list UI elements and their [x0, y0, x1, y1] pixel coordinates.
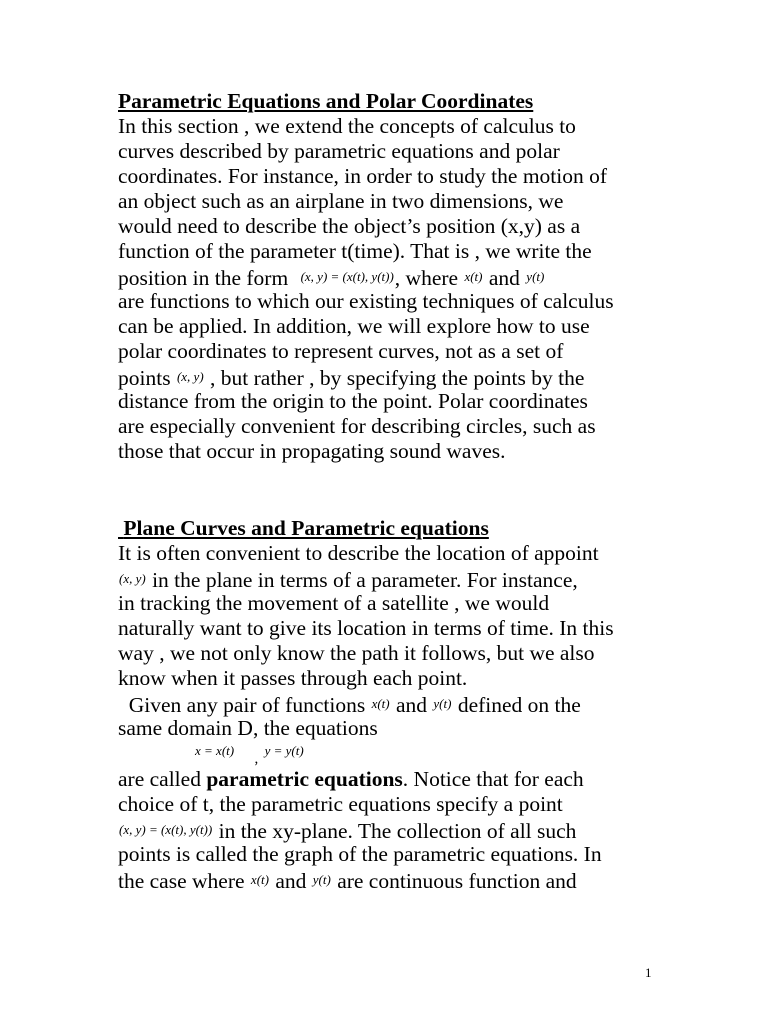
- page-number: 1: [645, 965, 652, 980]
- math-x-of-t: x(t): [250, 872, 269, 887]
- text-run: and: [488, 266, 520, 290]
- text-run: . Notice that for each: [402, 767, 584, 791]
- paragraph-line: would need to describe the object’s position (x,y) as a: [118, 214, 581, 238]
- paragraph-line-with-math: [118, 691, 581, 718]
- paragraph-line: those that occur in propagating sound waves.: [118, 439, 506, 463]
- paragraph-line-with-math: [118, 566, 578, 593]
- text-run: , but rather , by specifying the points by the: [210, 366, 585, 390]
- math-xy: (x, y): [176, 369, 204, 384]
- math-y-of-t: y(t): [312, 872, 331, 887]
- heading-text: Plane Curves and Parametric equations: [123, 516, 489, 540]
- paragraph-line: in tracking the movement of a satellite , we would: [118, 591, 550, 615]
- math-y-of-t: y(t): [526, 269, 545, 284]
- paragraph-line: distance from the origin to the point. Polar coordinates: [118, 389, 588, 413]
- text-run: Given any pair of functions: [128, 693, 366, 717]
- math-y-of-t: y(t): [433, 696, 452, 711]
- math-x-equals-x-of-t: x = x(t): [195, 743, 235, 758]
- paragraph-line: same domain D, the equations: [118, 716, 378, 740]
- parametric-equation-display: [194, 741, 305, 769]
- paragraph-line: points is called the graph of the parametric equations. In: [118, 842, 602, 866]
- text-run: position in the form: [118, 266, 289, 290]
- paragraph-line: can be applied. In addition, we will explore how to use: [118, 314, 590, 338]
- paragraph-line-with-math: [118, 867, 577, 894]
- paragraph-line: function of the parameter t(time). That is , we write the: [118, 239, 592, 263]
- paragraph-line-with-math: [118, 264, 545, 291]
- math-x-of-t: x(t): [464, 269, 483, 284]
- math-xy: (x, y): [119, 571, 146, 586]
- math-x-of-t: x(t): [371, 696, 390, 711]
- text-run: are called: [118, 767, 201, 791]
- text-run: the case where: [118, 869, 245, 893]
- paragraph-line: polar coordinates to represent curves, not as a set of: [118, 339, 564, 363]
- math-y-equals-y-of-t: y = y(t): [264, 743, 304, 758]
- text-run: and: [275, 869, 307, 893]
- paragraph-line: way , we not only know the path it follows, but we also: [118, 641, 595, 665]
- paragraph-line: an object such as an airplane in two dimensions, we: [118, 189, 564, 213]
- text-run: in the plane in terms of a parameter. For instance,: [152, 568, 578, 592]
- paragraph-line: are especially convenient for describing circles, such as: [118, 414, 596, 438]
- paragraph-line: In this section , we extend the concepts of calculus to: [118, 114, 576, 138]
- text-run: are continuous function and: [337, 869, 577, 893]
- paragraph-line: choice of t, the parametric equations specify a point: [118, 792, 563, 816]
- text-run: and: [395, 693, 428, 717]
- paragraph-line: are functions to which our existing techniques of calculus: [118, 289, 614, 313]
- bold-term-parametric-equations: parametric equations: [206, 767, 403, 791]
- equation-separator: ,: [254, 751, 259, 767]
- text-run: defined on the: [457, 693, 581, 717]
- text-run: , where: [394, 266, 459, 290]
- paragraph-line: curves described by parametric equations and polar: [118, 139, 560, 163]
- section-heading-plane-curves: [118, 516, 489, 541]
- paragraph-line: naturally want to give its location in terms of time. In this: [118, 616, 614, 640]
- math-position-equation: (x, y) = (x(t), y(t)): [119, 822, 213, 837]
- section-heading-parametric-polar: Parametric Equations and Polar Coordinates: [118, 89, 534, 113]
- paragraph-line: It is often convenient to describe the location of appoint: [118, 541, 599, 565]
- paragraph-line-with-math: [118, 817, 576, 844]
- text-run: points: [118, 366, 171, 390]
- math-position-equation: (x, y) = (x(t), y(t)): [300, 269, 394, 284]
- text-run: in the xy-plane. The collection of all such: [218, 819, 577, 843]
- paragraph-line: coordinates. For instance, in order to study the motion of: [118, 164, 608, 188]
- paragraph-line-with-math: [118, 364, 584, 391]
- paragraph-line: know when it passes through each point.: [118, 666, 468, 690]
- paragraph-line-with-bold: [118, 767, 584, 792]
